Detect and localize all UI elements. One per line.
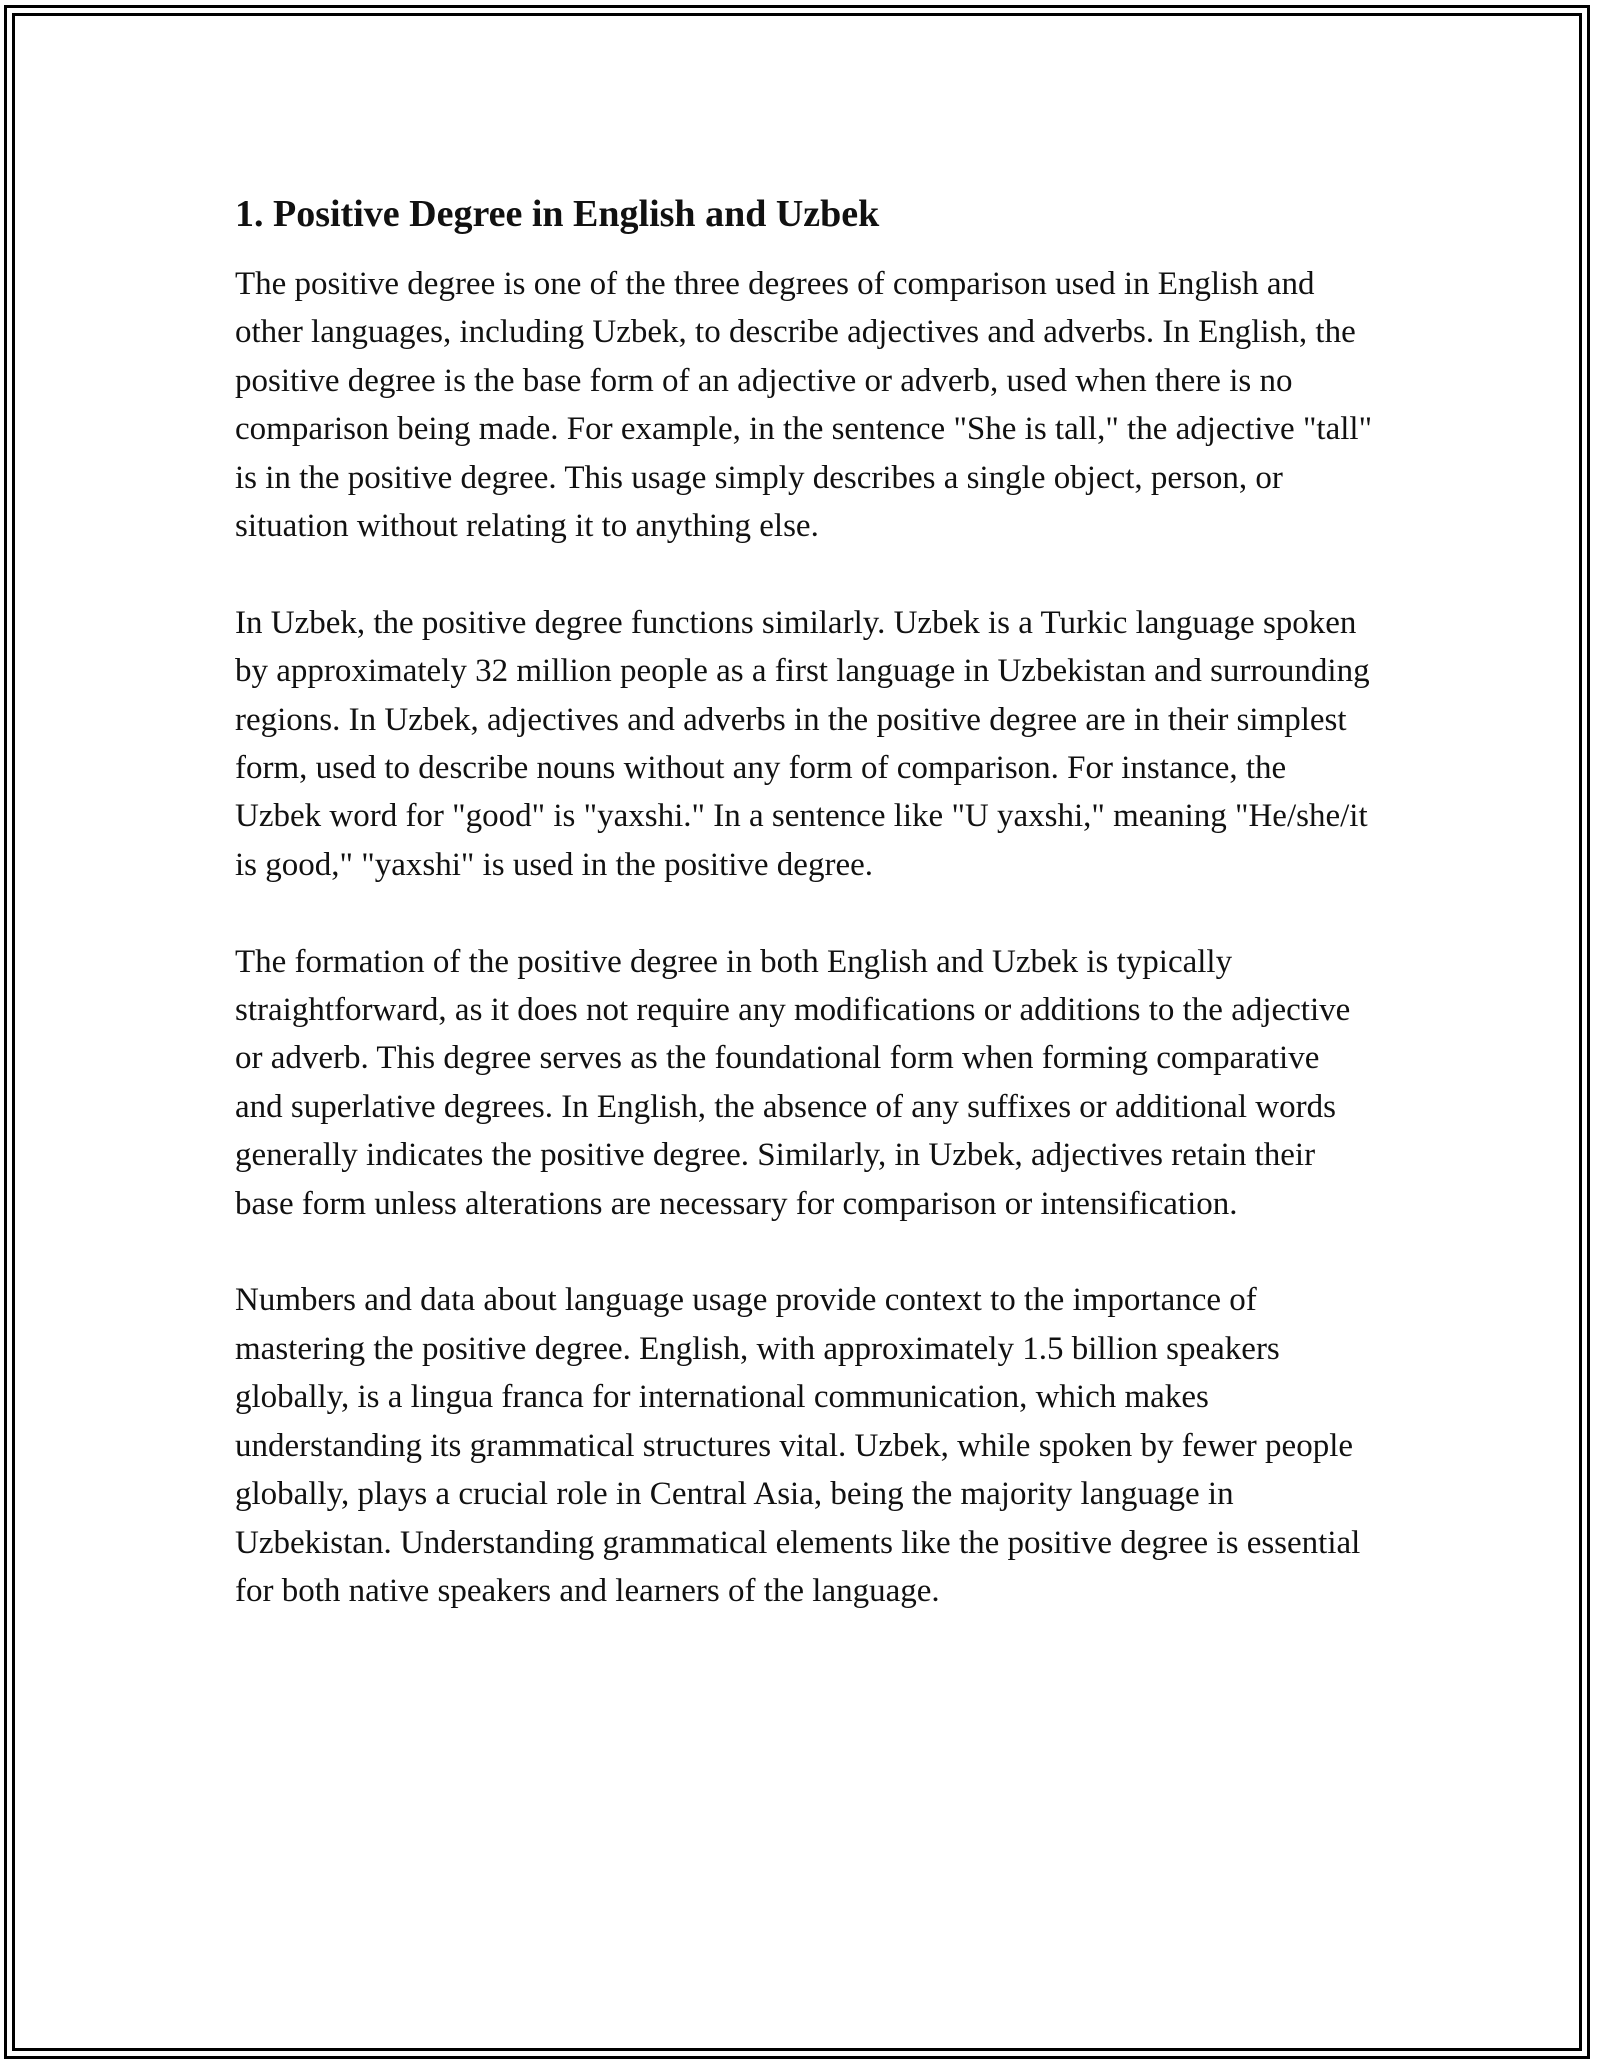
paragraph-2: In Uzbek, the positive degree functions similarly. Uzbek is a Turkic language spoken by approximately 32 million people as a first language in Uzbekistan and surrounding regions. In Uzbek, adjectives and adverbs in the positive degree are in their simplest form, used to describe nouns without any form of comparison. For instance, the Uzbek word for "good" is "yaxshi." In a sentence like "U yaxshi," meaning "He/she/it is good," "yaxshi" is used in the positive degree. xyxy=(235,604,1370,883)
paragraph-1: The positive degree is one of the three degrees of comparison used in English and other languages, including Uzbek, to describe adjectives and adverbs. In English, the positive degree is the base form of an adjective or adverb, used when there is no comparison being made. For example, in the sentence "She is tall," the adjective "tall" is in the positive degree. This usage simply describes a single object, person, or situation without relating it to anything else. xyxy=(235,266,1373,545)
paragraph-3: The formation of the positive degree in both English and Uzbek is typically straightforward, as it does not require any modifications or additions to the adjective or adverb. This degree serves as the foundational form when forming comparative and superlative degrees. In English, the absence of any suffixes or additional words generally indicates the positive degree. Similarly, in Uzbek, adjectives retain their base form unless alterations are necessary for comparison or intensification. xyxy=(235,943,1351,1222)
section-heading: 1. Positive Degree in English and Uzbek xyxy=(235,193,880,235)
paragraph-4: Numbers and data about language usage provide context to the importance of mastering the positive degree. English, with approximately 1.5 billion speakers globally, is a lingua franca for international communication, which makes understanding its grammatical structures vital. Uzbek, while spoken by fewer people globally, plays a crucial role in Central Asia, being the majority language in Uzbekistan. Understanding grammatical elements like the positive degree is essential for both native speakers and learners of the language. xyxy=(235,1282,1361,1609)
document-body xyxy=(235,188,1375,1664)
